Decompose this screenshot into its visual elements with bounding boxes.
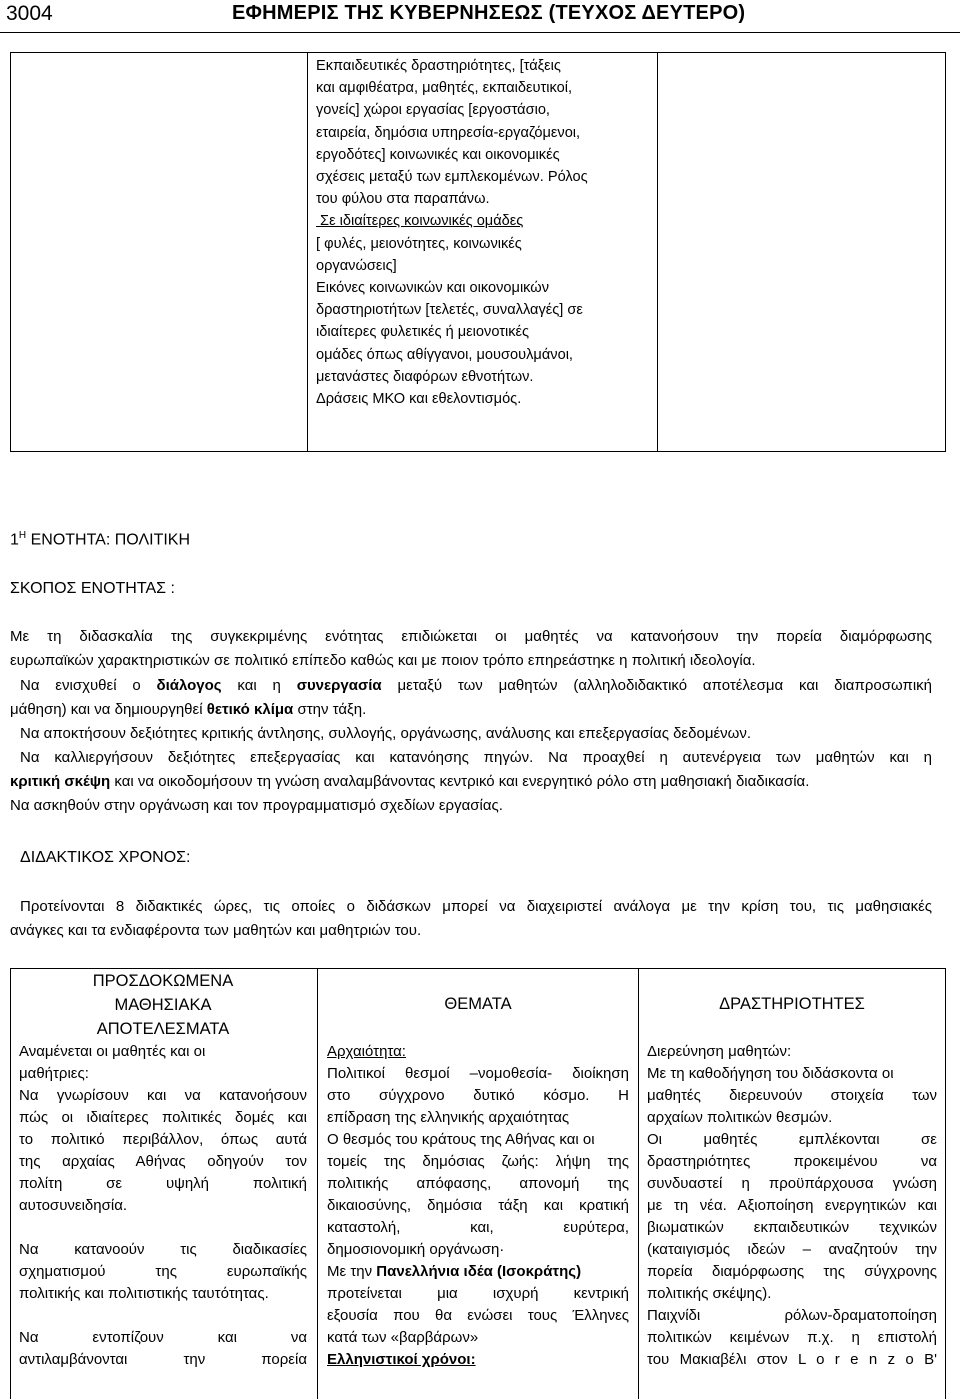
paragraph-line: Να ασκηθούν στην οργάνωση και τον προγραμματισμό σχεδίων εργασίας.: [10, 797, 503, 814]
page-header: [0, 0, 960, 34]
bottom-table-divider-1: [317, 969, 318, 1399]
cell-line: εξουσία που θα ενώσει τους Έλληνες: [327, 1307, 629, 1324]
paragraph-line: Προτείνονται 8 διδακτικές ώρες, τις οποίες ο διδάσκων μπορεί να διαχειριστεί ανάλογα με την κρίση του, τις μαθησιακές: [20, 898, 932, 915]
paragraph-line: ανάγκες και τα ενδιαφέροντα των μαθητών και μαθητριών του.: [10, 922, 422, 939]
table-line: Εικόνες κοινωνικών και οικονομικών: [316, 280, 549, 297]
table-line: Εκπαιδευτικές δραστηριότητες, [τάξεις: [316, 58, 561, 74]
column-header: ΘΕΜΑΤΑ: [444, 995, 512, 1013]
cell-line: σχηματισμού της ευρωπαϊκής: [19, 1263, 307, 1280]
table-line: [ φυλές, μειονότητες, κοινωνικές: [316, 235, 522, 252]
cell-line: μαθήτριες:: [19, 1065, 89, 1082]
cell-line: Να εντοπίζουν και να: [19, 1329, 307, 1346]
activities-column: [647, 969, 937, 1371]
cell-line: πολιτικών κειμένων π.χ. η επιστολή: [647, 1329, 937, 1346]
paragraph-line: κριτική σκέψη και να οικοδομήσουν τη γνώση αναλαμβάνοντας κεντρικό και ενεργητικό ρόλο στη μαθησιακή διαδικασία.: [10, 773, 810, 790]
cell-line: κατά των «βαρβάρων»: [327, 1329, 479, 1346]
spacer: [19, 1217, 307, 1239]
cell-line: δημοσιονομική οργάνωση·: [327, 1241, 505, 1258]
cell-line: το πολιτικό περιβάλλον, όπως αυτά: [19, 1131, 307, 1148]
table-line: [316, 210, 652, 232]
top-table-divider-2: [657, 53, 658, 451]
cell-line: με τη νέα. Αξιοποίηση ενεργητικών και: [647, 1197, 937, 1214]
paragraph-line: Να καλλιεργήσουν δεξιότητες επεξεργασίας και κατανόησης πηγών. Να προαχθεί η αυτενέργεια των μαθητών και η: [20, 749, 932, 766]
cell-line: Αναμένεται οι μαθητές και οι: [19, 1043, 206, 1060]
paragraph-line: Να αποκτήσουν δεξιότητες κριτικής άντλησης, συλλογής, οργάνωσης, ανάλυσης και επεξεργασίας δεδομένων.: [20, 725, 752, 742]
cell-line: πορεία διαμόρφωσης της σύγχρονης: [647, 1263, 937, 1280]
cell-line: προτείνεται μια ισχυρή κεντρική: [327, 1285, 629, 1302]
table-line: και αμφιθέατρα, μαθητές, εκπαιδευτικοί,: [316, 80, 573, 97]
table-line: οργανώσεις]: [316, 257, 397, 274]
cell-line: πολιτικής απόφασης, απονομή της: [327, 1175, 629, 1192]
cell-line: (καταιγισμός ιδεών – αναζητούν την: [647, 1241, 937, 1258]
table-line: ομάδες όπως αθίγγανοι, μουσουλμάνοι,: [316, 346, 573, 363]
cell-line: Οι μαθητές εμπλέκονται σε: [647, 1131, 937, 1148]
cell-line: πώς οι ιδιαίτερες πολιτικές δομές και: [19, 1109, 307, 1126]
cell-line: της αρχαίας Αθήνας οδηγούν τον: [19, 1153, 307, 1170]
cell-line: καταστολή, και, ευρύτερα,: [327, 1219, 629, 1236]
unit-title: $1^H$ ΕΝΟΤΗΤΑ: ΠΟΛΙΤΙΚΗ: [10, 530, 191, 549]
table-line: ιδιαίτερες φυλετικές ή μειονοτικές: [316, 324, 530, 341]
paragraph-line: Να ενισχυθεί ο διάλογος και η συνεργασία μεταξύ των μαθητών (αλληλοδιδακτικό αποτέλεσμα και διαπροσωπική: [20, 677, 932, 694]
column-header: ΑΠΟΤΕΛΕΣΜΑΤΑ: [96, 1020, 230, 1038]
outcomes-column: [19, 969, 307, 1371]
bottom-table-divider-2: [638, 969, 639, 1399]
paragraph-line: Με τη διδασκαλία της συγκεκριμένης ενότητας επιδιώκεται οι μαθητές να κατανοήσουν την πορεία διαμόρφωσης: [10, 628, 932, 645]
cell-line: βιωματικών εκπαιδευτικών τεχνικών: [647, 1219, 937, 1236]
time-heading: ΔΙΔΑΚΤΙΚΟΣ ΧΡΟΝΟΣ:: [20, 849, 191, 866]
top-table-text: [316, 55, 652, 410]
top-table: [10, 52, 946, 452]
cell-line: πολίτη σε υψηλή πολιτική: [19, 1175, 307, 1192]
spacer: [19, 1305, 307, 1327]
cell-line: στο σύγχρονο δυτικό κόσμο. Η: [327, 1087, 629, 1104]
cell-line: Ο θεσμός του κράτους της Αθήνας και οι: [327, 1131, 595, 1148]
topics-column: [327, 969, 629, 1371]
underlined-heading: Σε ιδιαίτερες κοινωνικές ομάδες: [316, 213, 524, 230]
table-line: μετανάστες διαφόρων εθνοτήτων.: [316, 368, 534, 385]
cell-line: Με την Πανελλήνια ιδέα (Ισοκράτης): [327, 1263, 582, 1280]
cell-line: Να γνωρίσουν και να κατανοήσουν: [19, 1087, 307, 1104]
cell-line: αυτοσυνειδησία.: [19, 1197, 128, 1214]
table-line: εργοδότες] κοινωνικές και οικονομικές: [316, 146, 560, 163]
goal-heading: ΣΚΟΠΟΣ ΕΝΟΤΗΤΑΣ :: [10, 580, 175, 597]
table-line: δραστηριοτήτων [τελετές, συναλλαγές] σε: [316, 302, 583, 319]
cell-line: δικαιοσύνης, δημόσια τάξη και κρατική: [327, 1197, 629, 1214]
cell-line: επίδραση της ελληνικής αρχαιότητας: [327, 1109, 570, 1126]
table-line: Δράσεις ΜΚΟ και εθελοντισμός.: [316, 391, 522, 408]
cell-line: Να κατανοούν τις διαδικασίες: [19, 1241, 307, 1258]
cell-line: αρχαίων πολιτικών θεσμών.: [647, 1109, 833, 1126]
cell-line: συνδυαστεί η προϋπάρχουσα γνώση: [647, 1175, 937, 1192]
cell-line: πολιτικής σκέψης).: [647, 1285, 772, 1302]
column-header: ΠΡΟΣΔΟΚΩΜΕΝΑ: [92, 972, 234, 990]
cell-line: τομείς της δημόσιας ζωής: λήψη της: [327, 1153, 629, 1170]
column-header: ΜΑΘΗΣΙΑΚΑ: [114, 996, 212, 1014]
top-table-divider-1: [307, 53, 308, 451]
cell-line: μαθητές διερευνούν στοιχεία των: [647, 1087, 937, 1104]
column-header: ΔΡΑΣΤΗΡΙΟΤΗΤΕΣ: [719, 995, 865, 1013]
table-line: γονείς] χώροι εργασίας [εργοστάσιο,: [316, 102, 550, 119]
page-number: 3004: [6, 2, 53, 25]
cell-line: Με τη καθοδήγηση του διδάσκοντα οι: [647, 1065, 894, 1082]
journal-title: ΕΦΗΜΕΡΙΣ ΤΗΣ ΚΥΒΕΡΝΗΣΕΩΣ (ΤΕΥΧΟΣ ΔΕΥΤΕΡΟ): [232, 2, 746, 24]
paragraph-line: μάθηση) και να δημιουργηθεί θετικό κλίμα στην τάξη.: [10, 701, 367, 718]
cell-line: πολιτικής και πολιτιστικής ταυτότητας.: [19, 1285, 269, 1302]
table-line: του φύλου στα παραπάνω.: [316, 191, 490, 208]
paragraph-line: ευρωπαϊκών χαρακτηριστικών σε πολιτικό επίπεδο καθώς και με ποιον τρόπο επηρεάστηκε η πολιτική ιδεολογία.: [10, 652, 756, 669]
bottom-table: [10, 968, 946, 1399]
cell-line: Παιχνίδι ρόλων-δραματοποίηση: [647, 1307, 937, 1324]
cell-line: Διερεύνηση μαθητών:: [647, 1043, 792, 1060]
table-line: εταιρεία, δημόσια υπηρεσία-εργαζόμενοι,: [316, 124, 581, 141]
section-heading: Αρχαιότητα:: [327, 1043, 406, 1060]
header-rule: [0, 32, 960, 33]
section-heading: Ελληνιστικοί χρόνοι:: [327, 1351, 476, 1368]
cell-line: του Μακιαβέλι στον L o r e n z o B': [647, 1351, 937, 1368]
table-line: σχέσεις μεταξύ των εμπλεκομένων. Ρόλος: [316, 169, 588, 186]
cell-line: Πολιτικοί θεσμοί –νομοθεσία- διοίκηση: [327, 1065, 629, 1082]
cell-line: δραστηριότητες προκειμένου να: [647, 1153, 937, 1170]
cell-line: αντιλαμβάνονται την πορεία: [19, 1351, 307, 1368]
